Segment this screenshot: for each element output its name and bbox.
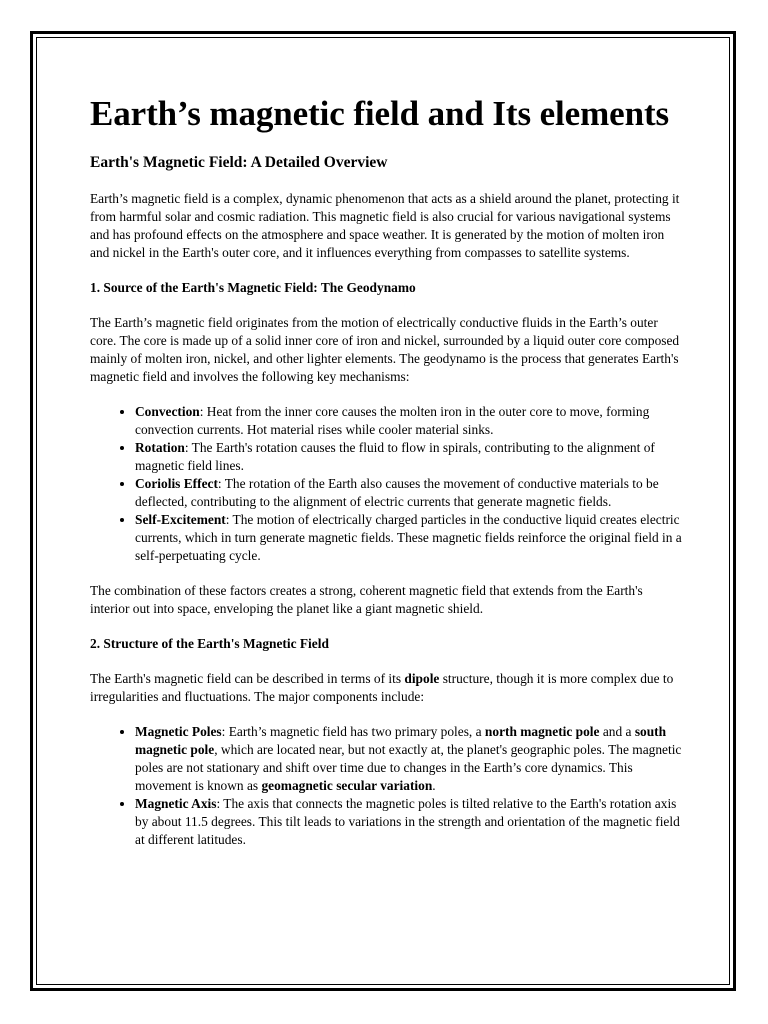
list-item-magnetic-axis (135, 795, 682, 849)
section-2-paragraph (90, 670, 682, 706)
section-1-heading: 1. Source of the Earth's Magnetic Field: The Geodynamo (90, 280, 416, 295)
list-item-text: , which are located near, but not exactly at, the planet's geographic poles. The magnetic poles are not stationary and shift over time due to changes in the Earth’s core dynamics. This movement is known as (135, 742, 682, 793)
list-item-text: : The axis that connects the magnetic poles is tilted relative to the Earth's rotation axis by about 11.5 degrees. This tilt leads to variations in the strength and orientation of the magnetic field at different latitudes. (135, 796, 680, 847)
list-item-bold: south magnetic pole (135, 724, 667, 757)
list-item-magnetic-poles (135, 723, 682, 795)
list-item-text: : The motion of electrically charged particles in the conductive liquid creates electric currents, which in turn generate magnetic fields. These magnetic fields reinforce the original field in a self-perpetuating cycle. (135, 512, 682, 563)
list-item-self-excitement (135, 511, 682, 565)
list-item-text: : Earth’s magnetic field has two primary poles, a (221, 724, 485, 739)
list-item-text: : The Earth's rotation causes the fluid to flow in spirals, contributing to the alignment of magnetic field lines. (135, 440, 655, 473)
list-item-text: : Heat from the inner core causes the molten iron in the outer core to move, forming convection currents. Hot material rises while cooler material sinks. (135, 404, 650, 437)
section-1-closing: The combination of these factors creates a strong, coherent magnetic field that extends from the Earth's interior out into space, enveloping the planet like a giant magnetic shield. (90, 583, 643, 616)
intro-paragraph: Earth’s magnetic field is a complex, dynamic phenomenon that acts as a shield around the planet, protecting it from harmful solar and cosmic radiation. This magnetic field is also crucial for various navigational systems and has profound effects on the atmosphere and space weather. It is generated by the motion of molten iron and nickel in the Earth's outer core, and it influences everything from compasses to satellite systems. (90, 191, 680, 260)
list-item-text: : The rotation of the Earth also causes the movement of conductive materials to be deflected, contributing to the alignment of electric currents that generate magnetic fields. (135, 476, 659, 509)
list-item-term: Magnetic Poles (135, 724, 222, 739)
list-item-term: Rotation (135, 440, 185, 455)
list-item-term: Magnetic Axis (135, 796, 217, 811)
list-item-bold: north magnetic pole (484, 724, 600, 739)
list-item-text: and a (599, 724, 635, 739)
list-item-term: Convection (135, 404, 200, 419)
section-1-paragraph: The Earth’s magnetic field originates from the motion of electrically conductive fluids in the Earth’s outer core. The core is made up of a solid inner core of iron and nickel, surrounded by a liquid outer core composed mainly of molten iron, nickel, and other lighter elements. The geodynamo is the process that generates Earth's magnetic field and involves the following key mechanisms: (90, 315, 680, 384)
list-item-term: Self-Excitement (135, 512, 226, 527)
paragraph-text: The Earth's magnetic field can be described in terms of its (90, 671, 405, 686)
section-2-heading: 2. Structure of the Earth's Magnetic Field (90, 636, 329, 651)
list-item-term: Coriolis Effect (135, 476, 218, 491)
document-subtitle: Earth's Magnetic Field: A Detailed Overview (90, 154, 388, 171)
document-body (90, 92, 682, 866)
document-title: Earth’s magnetic field and Its elements (90, 94, 670, 133)
paragraph-text: structure, though it is more complex due to irregularities and fluctuations. The major components include: (90, 671, 674, 704)
list-item-bold: geomagnetic secular variation (261, 778, 433, 793)
list-item-text: . (432, 778, 436, 793)
list-item-rotation (135, 439, 682, 475)
section-1-list (90, 403, 682, 565)
list-item-convection (135, 403, 682, 439)
section-2-list (90, 723, 682, 849)
paragraph-bold-term: dipole (404, 671, 440, 686)
list-item-coriolis-effect (135, 475, 682, 511)
